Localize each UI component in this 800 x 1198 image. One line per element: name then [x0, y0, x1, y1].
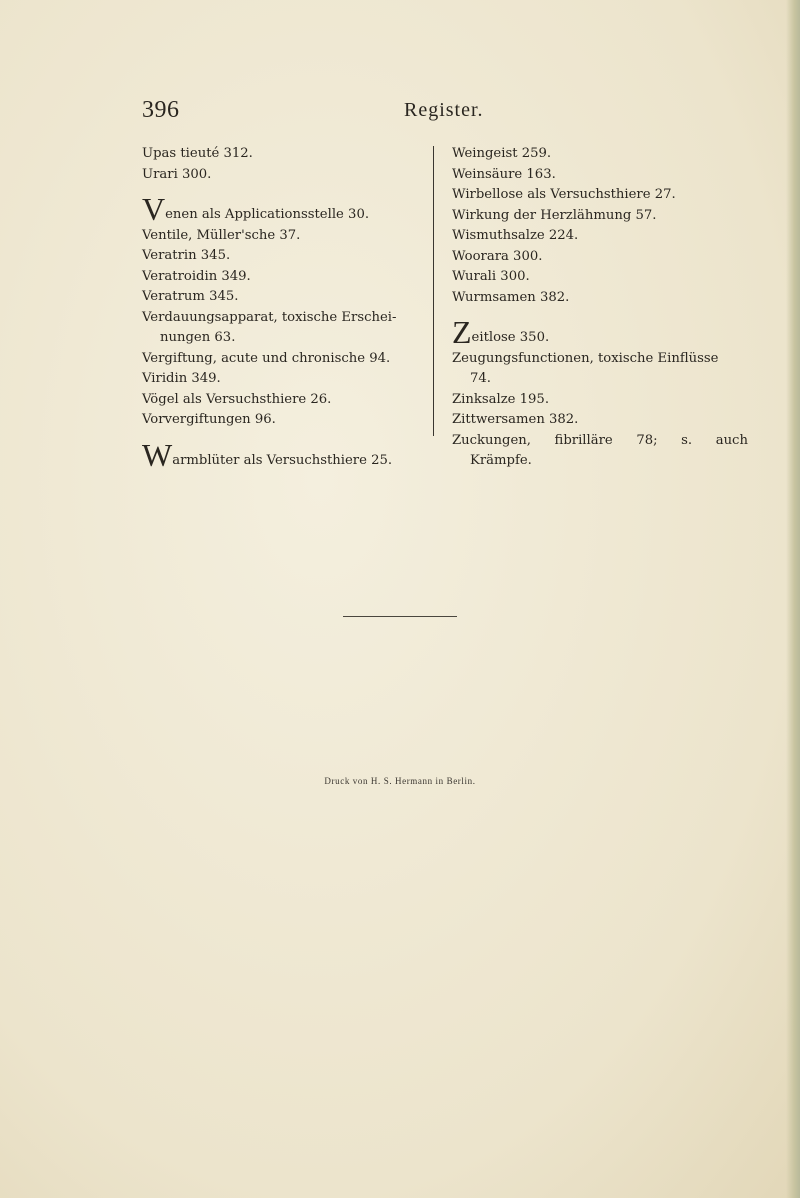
index-entry-continuation: 74.: [470, 371, 491, 386]
end-rule: [343, 616, 457, 617]
page-edge-shading: [786, 0, 800, 1198]
index-entry: Zeugungsfunctionen, toxische Einflüsse: [452, 350, 719, 366]
index-entry: Urari 300.: [142, 166, 212, 182]
index-entry: Wirkung der Herzlähmung 57.: [452, 207, 657, 223]
index-entry: Ventile, Müller'sche 37.: [142, 227, 301, 243]
index-entry: Verdauungsapparat, toxische Erschei-: [142, 309, 397, 325]
index-entry: Veratrin 345.: [142, 248, 231, 263]
section-initial-z: Z: [452, 314, 472, 350]
printer-imprint: Druck von H. S. Hermann in Berlin.: [324, 776, 476, 786]
index-entry: Wurali 300.: [452, 269, 530, 284]
index-entry: Zeitlose 350.: [452, 314, 550, 350]
index-entry: Zinksalze 195.: [452, 391, 550, 407]
index-entry: Wurmsamen 382.: [452, 289, 570, 305]
index-entry: Vergiftung, acute und chronische 94.: [142, 350, 391, 366]
index-entry: Zuckungen, fibrilläre 78; s. auch: [452, 432, 748, 448]
index-column-right: [452, 144, 748, 472]
index-entry: Venen als Applicationsstelle 30.: [142, 191, 370, 227]
index-entry: Woorara 300.: [452, 248, 543, 264]
column-divider: [433, 146, 434, 436]
index-entry: Weingeist 259.: [452, 146, 552, 161]
index-entry: Wirbellose als Versuchsthiere 27.: [452, 187, 676, 202]
index-entry-continuation: nungen 63.: [160, 330, 236, 345]
index-entry-continuation: Krämpfe.: [470, 453, 532, 468]
section-initial-w: W: [142, 436, 173, 473]
index-entry: Veratroidin 349.: [142, 268, 251, 284]
index-column-left: [142, 144, 424, 471]
index-entry: Vorvergiftungen 96.: [142, 412, 276, 427]
index-entry: Upas tieuté 312.: [142, 146, 253, 161]
section-initial-v: V: [142, 191, 166, 227]
index-entry: Weinsäure 163.: [452, 166, 556, 182]
index-entry: Zittwersamen 382.: [452, 412, 579, 427]
page-header: [142, 97, 742, 127]
running-title: Register.: [404, 99, 484, 121]
index-entry: Warmblüter als Versuchsthiere 25.: [142, 436, 393, 473]
index-entry: Vögel als Versuchsthiere 26.: [142, 391, 332, 407]
index-entry: Veratrum 345.: [142, 289, 239, 304]
index-entry: Wismuthsalze 224.: [452, 228, 579, 243]
index-entry: Viridin 349.: [142, 371, 221, 386]
page-number: 396: [142, 97, 180, 123]
